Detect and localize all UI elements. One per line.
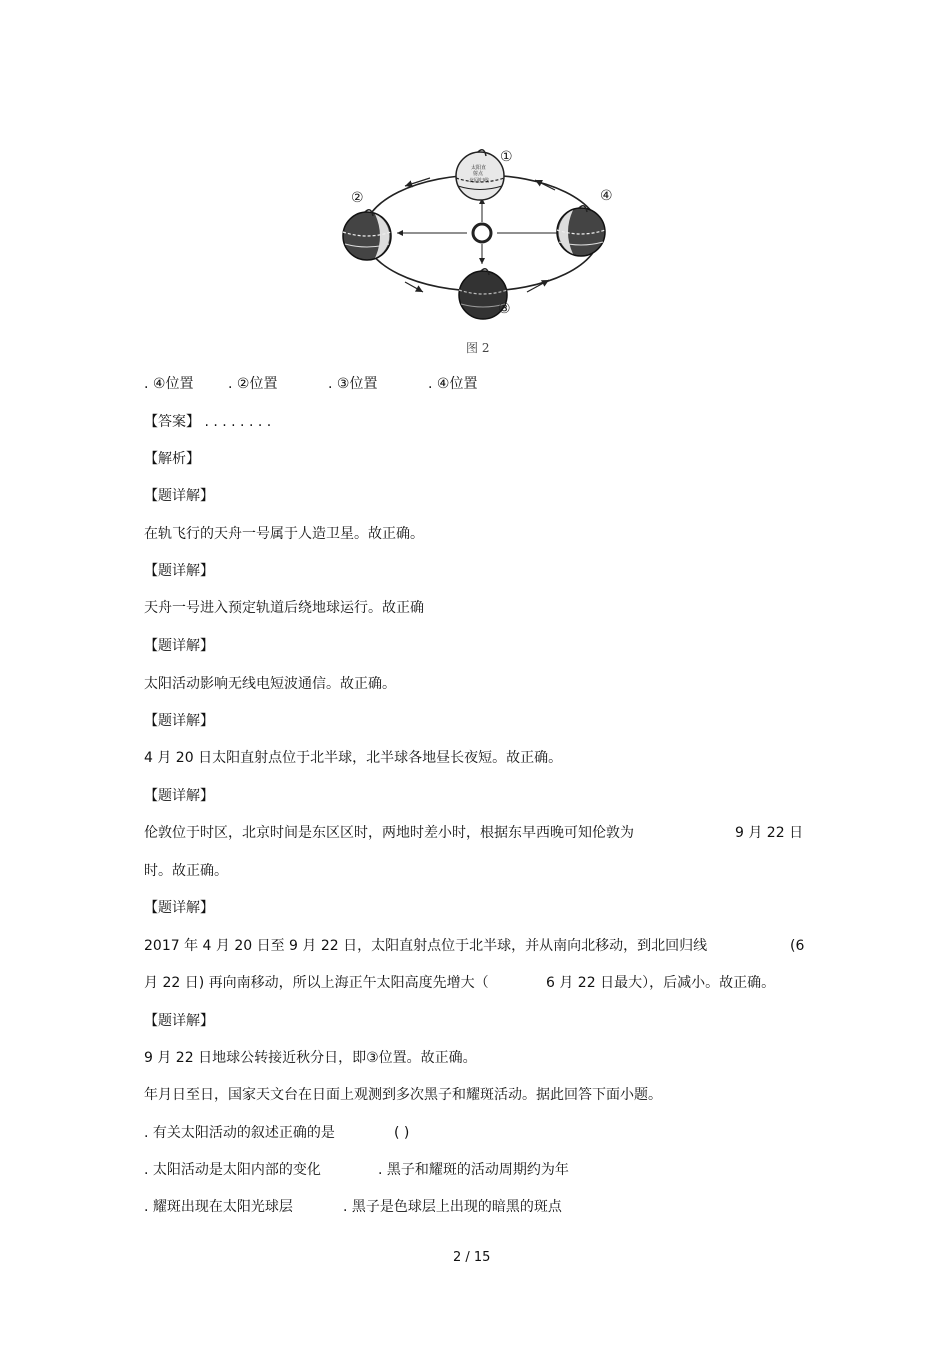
detail-text: 9 月 22 日: [735, 825, 804, 841]
detail-text: (6: [790, 938, 805, 954]
detail-text: 天舟一号进入预定轨道后绕地球运行。故正确: [144, 600, 424, 616]
question-option-b: . 黑子和耀斑的活动周期约为年: [378, 1162, 569, 1178]
detail-text: 9 月 22 日地球公转接近秋分日，即③位置。故正确。: [144, 1050, 477, 1066]
sun: [473, 224, 491, 242]
marker-1: ①: [500, 149, 513, 165]
detail-text: 4 月 20 日太阳直射点位于北半球，北半球各地昼长夜短。故正确。: [144, 750, 563, 766]
answer-line: 【答案】 . . . . . . . .: [144, 414, 272, 430]
figure-caption: 图 2: [466, 341, 490, 355]
orbit-diagram: [335, 140, 625, 326]
orbit-arrow: [405, 282, 423, 292]
option-d: . ④位置: [428, 376, 478, 392]
marker-4: ④: [600, 188, 613, 204]
globe-label: 射点: [473, 171, 484, 177]
detail-label: 【题详解】: [144, 900, 214, 916]
page-number: 2 / 15: [453, 1250, 491, 1265]
question-option-c: . 耀斑出现在太阳光球层: [144, 1199, 293, 1215]
detail-label: 【题详解】: [144, 638, 214, 654]
detail-text: 2017 年 4 月 20 日至 9 月 22 日，太阳直射点位于北半球，并从南向北移动，到北回归线: [144, 938, 708, 954]
detail-text: 时。故正确。: [144, 863, 228, 879]
marker-2: ②: [351, 190, 364, 206]
option-c: . ③位置: [328, 376, 378, 392]
globe-1: [456, 150, 504, 200]
detail-text: 太阳活动影响无线电短波通信。故正确。: [144, 676, 396, 692]
globe-4: [557, 206, 605, 256]
globe-2: [343, 210, 391, 260]
detail-text: 伦敦位于时区，北京时间是东区区时，两地时差小时，根据东早西晚可知伦敦为: [144, 825, 634, 841]
option-a: . ④位置: [144, 376, 194, 392]
globe-label: 北回归线: [469, 178, 490, 184]
detail-text: 6 月 22 日最大），后减小。故正确。: [546, 975, 776, 991]
intro-text: 年月日至日，国家天文台在日面上观测到多次黑子和耀斑活动。据此回答下面小题。: [144, 1087, 662, 1103]
question-paren: ( ): [394, 1125, 410, 1141]
detail-label: 【题详解】: [144, 488, 214, 504]
globe-label: 太阳直: [471, 165, 487, 171]
orbit-figure: [335, 140, 625, 326]
detail-text: 月 22 日) 再向南移动，所以上海正午太阳高度先增大（: [144, 975, 489, 991]
detail-label: 【题详解】: [144, 1013, 214, 1029]
marker-3: ③: [498, 301, 511, 317]
analysis-label: 【解析】: [144, 451, 200, 467]
question-stem: . 有关太阳活动的叙述正确的是: [144, 1125, 335, 1141]
detail-label: 【题详解】: [144, 788, 214, 804]
detail-text: 在轨飞行的天舟一号属于人造卫星。故正确。: [144, 526, 424, 542]
question-option-a: . 太阳活动是太阳内部的变化: [144, 1162, 321, 1178]
option-b: . ②位置: [228, 376, 278, 392]
question-option-d: . 黑子是色球层上出现的暗黑的斑点: [343, 1199, 562, 1215]
orbit-arrow: [535, 180, 555, 190]
detail-label: 【题详解】: [144, 713, 214, 729]
detail-label: 【题详解】: [144, 563, 214, 579]
